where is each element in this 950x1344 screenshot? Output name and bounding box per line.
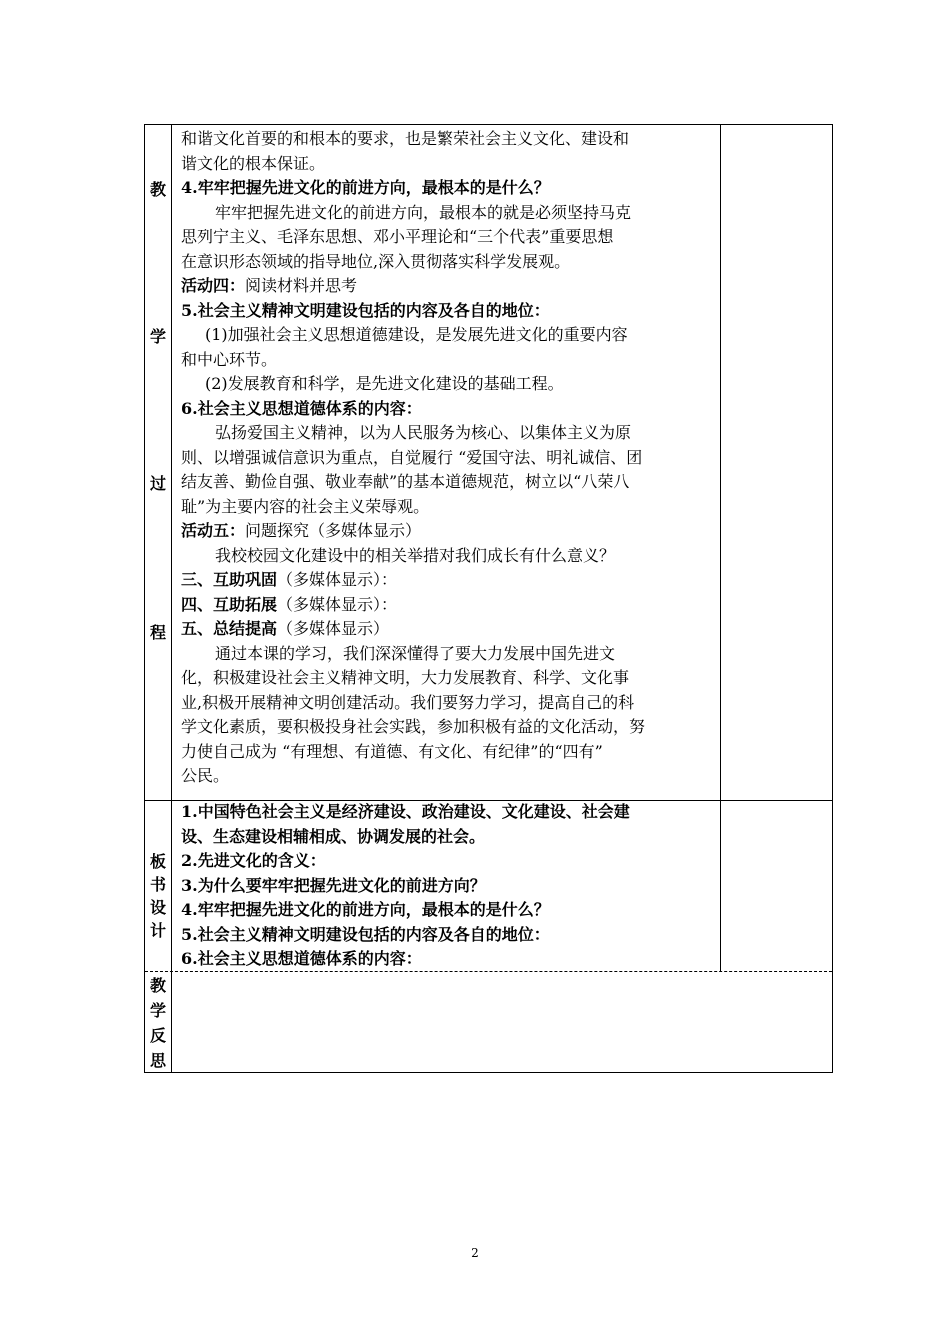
text-line: 和中心环节。 (181, 349, 278, 369)
activity-4-label: 活动四： (181, 276, 246, 295)
text-line: 结友善、勤俭自强、敬业奉献”的基本道德规范，树立以“八荣八 (181, 472, 630, 491)
text-line: 业,积极开展精神文明创建活动。我们要努力学习，提高自己的科 (181, 692, 635, 712)
text-line: 我校校园文化建设中的相关举措对我们成长有什么意义？ (215, 545, 616, 565)
activity-4-line (181, 274, 721, 299)
side-label-board-4: 计 (149, 921, 166, 940)
question-4-heading: 4.牢牢把握先进文化的前进方向，最根本的是什么？ (181, 178, 550, 197)
text-line: 力使自己成为 “有理想、有道德、有文化、有纪律”的“四有” (181, 741, 603, 761)
text-line: 公民。 (181, 766, 230, 785)
board-line: 2.先进文化的含义： (181, 851, 326, 870)
activity-5-label: 活动五： (181, 521, 246, 540)
side-label-board-2: 书 (149, 875, 166, 894)
side-label-process-1: 教 (149, 180, 166, 199)
activity-5-line (181, 519, 721, 544)
section-5-label: 五、总结提高 (181, 619, 278, 638)
text-line: 则、以增强诚信意识为重点，自觉履行 “爱国守法、明礼诚信、团 (181, 447, 643, 467)
text-line: 谐文化的根本保证。 (181, 153, 326, 173)
text-line: (1)加强社会主义思想道德建设，是发展先进文化的重要内容 (205, 325, 628, 344)
side-label-reflection-3: 反 (149, 1026, 166, 1045)
section-5-text: （多媒体显示） (277, 619, 390, 638)
board-line: 设、生态建设相辅相成、协调发展的社会。 (181, 826, 486, 846)
activity-5-text: 问题探究（多媒体显示） (245, 521, 422, 540)
text-line: 化，积极建设社会主义精神文明，大力发展教育、科学、文化事 (181, 668, 630, 687)
text-line: (2)发展教育和科学，是先进文化建设的基础工程。 (205, 374, 564, 393)
board-line: 4.牢牢把握先进文化的前进方向，最根本的是什么？ (181, 900, 550, 919)
text-line: 通过本课的学习，我们深深懂得了要大力发展中国先进文 (215, 643, 616, 663)
section-3-label: 三、互助巩固 (181, 570, 278, 589)
side-label-reflection-1: 教 (149, 976, 166, 995)
section-3-line (181, 568, 721, 593)
question-5-heading: 5.社会主义精神文明建设包括的内容及各自的地位： (181, 300, 550, 320)
section-3-text: （多媒体显示）： (277, 570, 398, 589)
side-label-process-2: 学 (149, 327, 166, 346)
text-line: 思列宁主义、毛泽东思想、邓小平理论和“三个代表”重要思想 (181, 227, 614, 246)
side-label-process-3: 过 (149, 474, 166, 493)
board-line: 3.为什么要牢牢把握先进文化的前进方向？ (181, 875, 486, 895)
text-line: 耻”为主要内容的社会主义荣辱观。 (181, 496, 430, 516)
board-line: 5.社会主义精神文明建设包括的内容及各自的地位： (181, 924, 550, 944)
teaching-process-content (181, 127, 721, 789)
side-label-reflection-2: 学 (149, 1001, 166, 1020)
text-line: 牢牢把握先进文化的前进方向，最根本的就是必须坚持马克 (215, 202, 632, 222)
lesson-plan-table (144, 124, 833, 1073)
text-line: 学文化素质，要积极投身社会实践，参加积极有益的文化活动，努 (181, 717, 646, 736)
side-label-reflection-4: 思 (149, 1051, 166, 1070)
side-label-board-3: 设 (149, 898, 166, 917)
question-6-heading: 6.社会主义思想道德体系的内容： (181, 398, 422, 418)
side-label-process-4: 程 (149, 623, 166, 642)
page-number: 2 (471, 1246, 479, 1260)
text-line: 和谐文化首要的和根本的要求，也是繁荣社会主义文化、建设和 (181, 129, 630, 148)
board-line: 6.社会主义思想道德体系的内容： (181, 949, 422, 968)
board-line: 1.中国特色社会主义是经济建设、政治建设、文化建设、社会建 (181, 802, 630, 821)
text-line: 弘扬爱国主义精神，以为人民服务为核心、以集体主义为原 (215, 423, 632, 442)
section-4-text: （多媒体显示）： (277, 594, 398, 614)
section-5-line (181, 617, 721, 642)
column-divider-left (171, 125, 172, 1072)
section-4-line (181, 593, 721, 618)
section-4-label: 四、互助拓展 (181, 594, 278, 614)
board-design-content (181, 800, 721, 972)
side-label-board-1: 板 (149, 852, 166, 871)
activity-4-text: 阅读材料并思考 (245, 276, 358, 295)
text-line: 在意识形态领域的指导地位,深入贯彻落实科学发展观。 (181, 251, 571, 271)
